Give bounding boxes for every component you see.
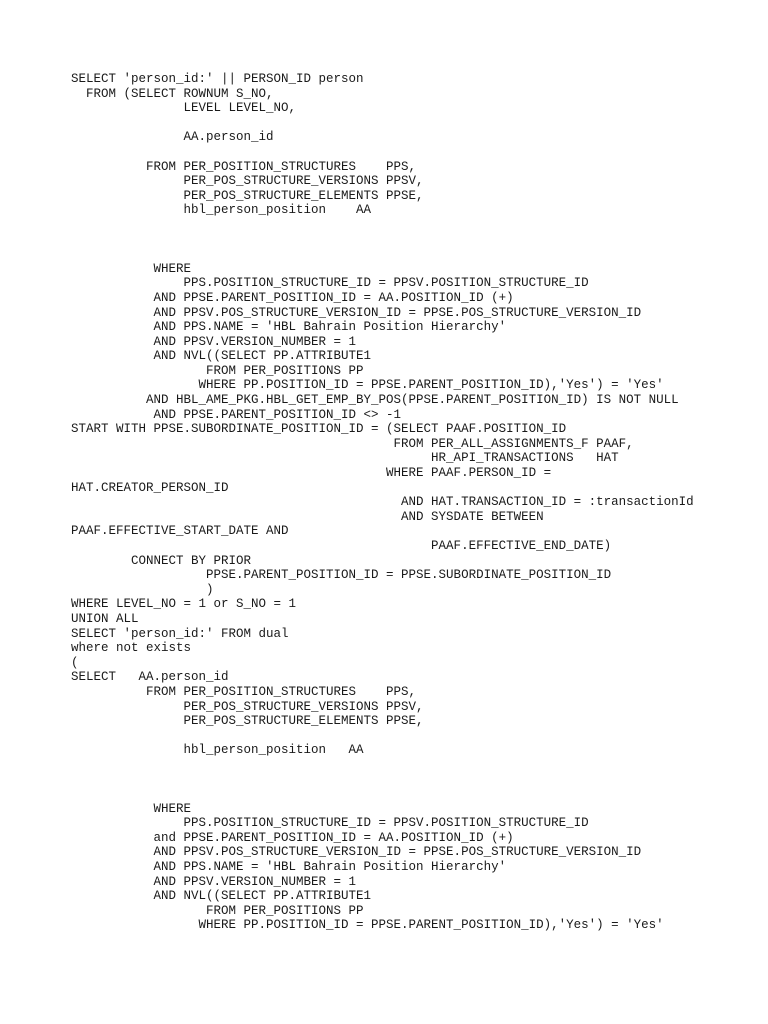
code-line: WHERE LEVEL_NO = 1 or S_NO = 1 <box>71 597 297 612</box>
code-line: WHERE PAAF.PERSON_ID = <box>71 466 552 481</box>
code-line <box>71 218 694 233</box>
code-line <box>71 233 694 248</box>
code-line: AND HAT.TRANSACTION_ID = :transactionId <box>71 495 694 510</box>
code-line: PER_POS_STRUCTURE_ELEMENTS PPSE, <box>71 188 424 203</box>
code-line: AND SYSDATE BETWEEN <box>71 509 544 524</box>
code-line: where not exists <box>71 641 192 656</box>
code-line: and PPSE.PARENT_POSITION_ID = AA.POSITION_ID (+) <box>71 830 514 845</box>
code-line: SELECT AA.person_id <box>71 670 229 685</box>
sql-code-block <box>71 72 694 933</box>
code-line: hbl_person_position AA <box>71 743 364 758</box>
code-line <box>71 116 694 131</box>
code-line: PPSE.PARENT_POSITION_ID = PPSE.SUBORDINATE_POSITION_ID <box>71 568 612 583</box>
code-line: FROM (SELECT ROWNUM S_NO, <box>71 86 274 101</box>
code-line: ) <box>71 582 214 597</box>
code-line: AND NVL((SELECT PP.ATTRIBUTE1 <box>71 889 372 904</box>
code-line: AND PPS.NAME = 'HBL Bahrain Position Hierarchy' <box>71 860 507 875</box>
code-line: LEVEL LEVEL_NO, <box>71 101 297 116</box>
code-line: AND PPSV.VERSION_NUMBER = 1 <box>71 334 357 349</box>
code-line: AND PPSV.VERSION_NUMBER = 1 <box>71 874 357 889</box>
code-line <box>71 787 694 802</box>
code-line: PPS.POSITION_STRUCTURE_ID = PPSV.POSITION_STRUCTURE_ID <box>71 816 589 831</box>
code-line: AND HBL_AME_PKG.HBL_GET_EMP_BY_POS(PPSE.PARENT_POSITION_ID) IS NOT NULL <box>71 393 679 408</box>
code-line: PER_POS_STRUCTURE_VERSIONS PPSV, <box>71 174 424 189</box>
code-line: AND PPS.NAME = 'HBL Bahrain Position Hierarchy' <box>71 320 507 335</box>
code-line: FROM PER_POSITIONS PP <box>71 903 364 918</box>
code-line: WHERE PP.POSITION_ID = PPSE.PARENT_POSITION_ID),'Yes') = 'Yes' <box>71 378 664 393</box>
code-line: FROM PER_POSITIONS PP <box>71 363 364 378</box>
code-line: HAT.CREATOR_PERSON_ID <box>71 480 229 495</box>
code-line: FROM PER_POSITION_STRUCTURES PPS, <box>71 684 417 699</box>
code-line: PPS.POSITION_STRUCTURE_ID = PPSV.POSITION_STRUCTURE_ID <box>71 276 589 291</box>
code-line: AND PPSE.PARENT_POSITION_ID <> -1 <box>71 407 402 422</box>
code-line: SELECT 'person_id:' FROM dual <box>71 626 289 641</box>
code-line: PER_POS_STRUCTURE_VERSIONS PPSV, <box>71 699 424 714</box>
code-line: hbl_person_position AA <box>71 203 372 218</box>
code-line: WHERE <box>71 261 192 276</box>
code-line: WHERE <box>71 801 192 816</box>
code-line: PAAF.EFFECTIVE_START_DATE AND <box>71 524 289 539</box>
code-line: CONNECT BY PRIOR <box>71 553 252 568</box>
code-line: AND PPSV.POS_STRUCTURE_VERSION_ID = PPSE.POS_STRUCTURE_VERSION_ID <box>71 305 642 320</box>
code-line: HR_API_TRANSACTIONS HAT <box>71 451 619 466</box>
code-line: FROM PER_ALL_ASSIGNMENTS_F PAAF, <box>71 436 634 451</box>
code-line: UNION ALL <box>71 611 139 626</box>
code-line <box>71 145 694 160</box>
code-line: PAAF.EFFECTIVE_END_DATE) <box>71 539 612 553</box>
code-line: FROM PER_POSITION_STRUCTURES PPS, <box>71 159 417 174</box>
code-line: AND NVL((SELECT PP.ATTRIBUTE1 <box>71 349 372 364</box>
code-line: AND PPSV.POS_STRUCTURE_VERSION_ID = PPSE.POS_STRUCTURE_VERSION_ID <box>71 845 642 860</box>
code-line: AA.person_id <box>71 130 274 145</box>
code-line <box>71 247 694 262</box>
code-line: ( <box>71 655 79 670</box>
code-line: PER_POS_STRUCTURE_ELEMENTS PPSE, <box>71 714 424 729</box>
code-line: AND PPSE.PARENT_POSITION_ID = AA.POSITION_ID (+) <box>71 290 514 305</box>
code-line <box>71 773 694 788</box>
code-line: WHERE PP.POSITION_ID = PPSE.PARENT_POSITION_ID),'Yes') = 'Yes' <box>71 918 664 933</box>
code-line: START WITH PPSE.SUBORDINATE_POSITION_ID = (SELECT PAAF.POSITION_ID <box>71 422 567 437</box>
code-line: SELECT 'person_id:' || PERSON_ID person <box>71 72 364 86</box>
code-line <box>71 729 694 744</box>
code-line <box>71 758 694 773</box>
